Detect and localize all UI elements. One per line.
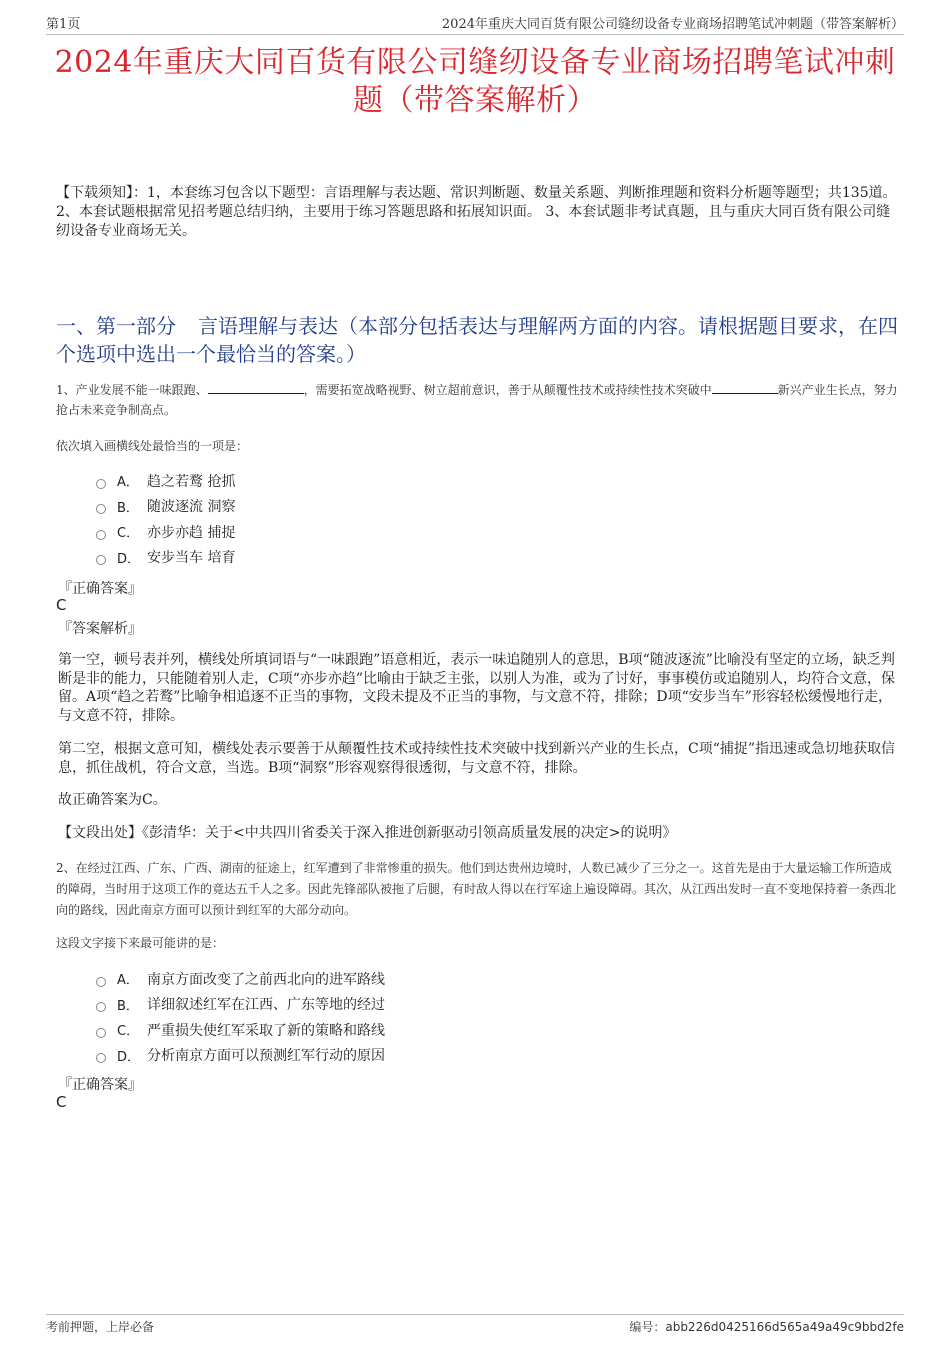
page-number: 第1页 [46, 17, 81, 32]
section-heading [56, 312, 898, 368]
question-1-answer-label: 『正确答案』 [58, 581, 142, 597]
question-2-prompt: 这段文字接下来最可能讲的是： [56, 936, 225, 950]
question-1-options [96, 468, 235, 570]
section-part: 一、第一部分 [56, 314, 176, 338]
question-1-option-b[interactable] [96, 494, 235, 520]
option-letter: C． [117, 1024, 140, 1040]
question-1-analysis-label: 『答案解析』 [58, 621, 142, 637]
fill-blank-2 [712, 381, 778, 394]
option-text: 趋之若鹜 抢抓 [147, 473, 236, 490]
footer-slogan: 考前押题，上岸必备 [46, 1320, 155, 1334]
radio-button[interactable] [96, 977, 106, 987]
document-code-label: 编号： [629, 1320, 666, 1334]
option-text: 南京方面改变了之前西北向的进军路线 [147, 971, 385, 988]
question-2-answer: C [56, 1093, 67, 1111]
option-letter: D． [117, 1049, 141, 1065]
option-text: 安步当车 培育 [147, 550, 236, 567]
option-text: 严重损失使红军采取了新的策略和路线 [147, 1022, 385, 1039]
radio-button[interactable] [96, 1053, 106, 1063]
option-letter: A． [117, 475, 139, 491]
running-title: 2024年重庆大同百货有限公司缝纫设备专业商场招聘笔试冲刺题（带答案解析） [441, 17, 904, 32]
radio-button[interactable] [96, 504, 106, 514]
option-text: 亦步亦趋 捕捉 [147, 524, 236, 541]
page-footer [46, 1314, 904, 1338]
question-1-answer: C [56, 596, 67, 614]
option-letter: D． [117, 551, 141, 567]
radio-button[interactable] [96, 1028, 106, 1038]
radio-button[interactable] [96, 555, 106, 565]
question-1-analysis-1: 第一空，顿号表并列，横线处所填词语与“一味跟跑”语意相近，表示一味追随别人的意思，B项“随波逐流”比喻没有坚定的立场，缺乏判断是非的能力，只能随着别人走，C项“亦步亦趋”比喻由于缺乏主张，以别人为准，或为了讨好，事事模仿或追随别人，均符合文意，保留。A项“趋之若鹜”比喻争相追逐不正当的事物，文段未提及不正当的事物，与文意不符，排除；D项“安步当车”形容轻松缓慢地行走，与文意不符，排除。 [58, 652, 896, 724]
question-1-option-a[interactable] [96, 468, 235, 494]
question-2-text: 2、在经过江西、广东、广西、湖南的征途上，红军遭到了非常惨重的损失。他们到达贵州边境时，人数已减少了三分之一。这首先是由于大量运输工作所造成的障碍，当时用于这项工作的竟达五千人之多。因此先锋部队被拖了后腿，有时敌人得以在行军途上遍设障碍。其次，从江西出发时一直不变地保持着一条西北向的路线，因此南京方面可以预计到红军的大部分动向。 [56, 861, 897, 917]
question-1-text-part-b: ，需要拓宽战略视野、树立超前意识，善于从颠覆性技术或持续性技术突破中 [303, 383, 712, 397]
document-code-value: abb226d0425166d565a49a49c9bbd2fe [665, 1320, 904, 1334]
question-1-option-d[interactable] [96, 545, 235, 571]
radio-button[interactable] [96, 1002, 106, 1012]
question-1-source: 【文段出处】《彭清华：关于<中共四川省委关于深入推进创新驱动引领高质量发展的决定>的说明》 [58, 825, 677, 841]
document-code [629, 1318, 904, 1338]
question-2-option-d[interactable] [96, 1043, 385, 1069]
question-1-analysis-2: 第二空，根据文意可知，横线处表示要善于从颠覆性技术或持续性技术突破中找到新兴产业的生长点，C项“捕捉”指迅速或急切地获取信息，抓住战机，符合文意，当选。B项“洞察”形容观察得很透彻，与文意不符，排除。 [58, 741, 896, 776]
question-1-prompt: 依次填入画横线处最恰当的一项是： [56, 439, 249, 453]
question-1-text [56, 380, 898, 420]
option-text: 详细叙述红军在江西、广东等地的经过 [147, 997, 385, 1014]
question-2-option-c[interactable] [96, 1017, 385, 1043]
download-notice: 【下载须知】：1，本套练习包含以下题型：言语理解与表达题、常识判断题、数量关系题、判断推理题和资料分析题等题型；共135道。 2、本套试题根据常见招考题总结归纳，主要用于练习答题思路和拓展知识面。 3、本套试题非考试真题，且与重庆大同百货有限公司缝纫设备专业商场无关。 [56, 185, 897, 239]
question-2-option-b[interactable] [96, 992, 385, 1018]
option-letter: B． [117, 998, 139, 1014]
question-2-answer-label: 『正确答案』 [58, 1077, 142, 1093]
question-1-conclusion: 故正确答案为C。 [58, 792, 167, 808]
fill-blank-1 [208, 381, 304, 394]
question-2-options [96, 966, 385, 1068]
question-2-option-a[interactable] [96, 966, 385, 992]
question-1-text-part-c: 新兴产业生长点，努力抢占未来竞争制高点。 [56, 383, 898, 417]
option-text: 分析南京方面可以预测红军行动的原因 [147, 1048, 385, 1065]
document-title: 2024年重庆大同百货有限公司缝纫设备专业商场招聘笔试冲刺题（带答案解析） [54, 45, 896, 118]
radio-button[interactable] [96, 530, 106, 540]
option-letter: B． [117, 500, 139, 516]
option-letter: A． [117, 973, 139, 989]
option-text: 随波逐流 洞察 [147, 499, 236, 516]
page-header [46, 14, 904, 35]
section-title: 言语理解与表达（本部分包括表达与理解两方面的内容。请根据题目要求，在四个选项中选出一个最恰当的答案。） [56, 314, 898, 366]
question-1-text-part-a: 1、产业发展不能一味跟跑、 [56, 383, 208, 397]
question-1-option-c[interactable] [96, 519, 235, 545]
option-letter: C． [117, 526, 140, 542]
radio-button[interactable] [96, 479, 106, 489]
